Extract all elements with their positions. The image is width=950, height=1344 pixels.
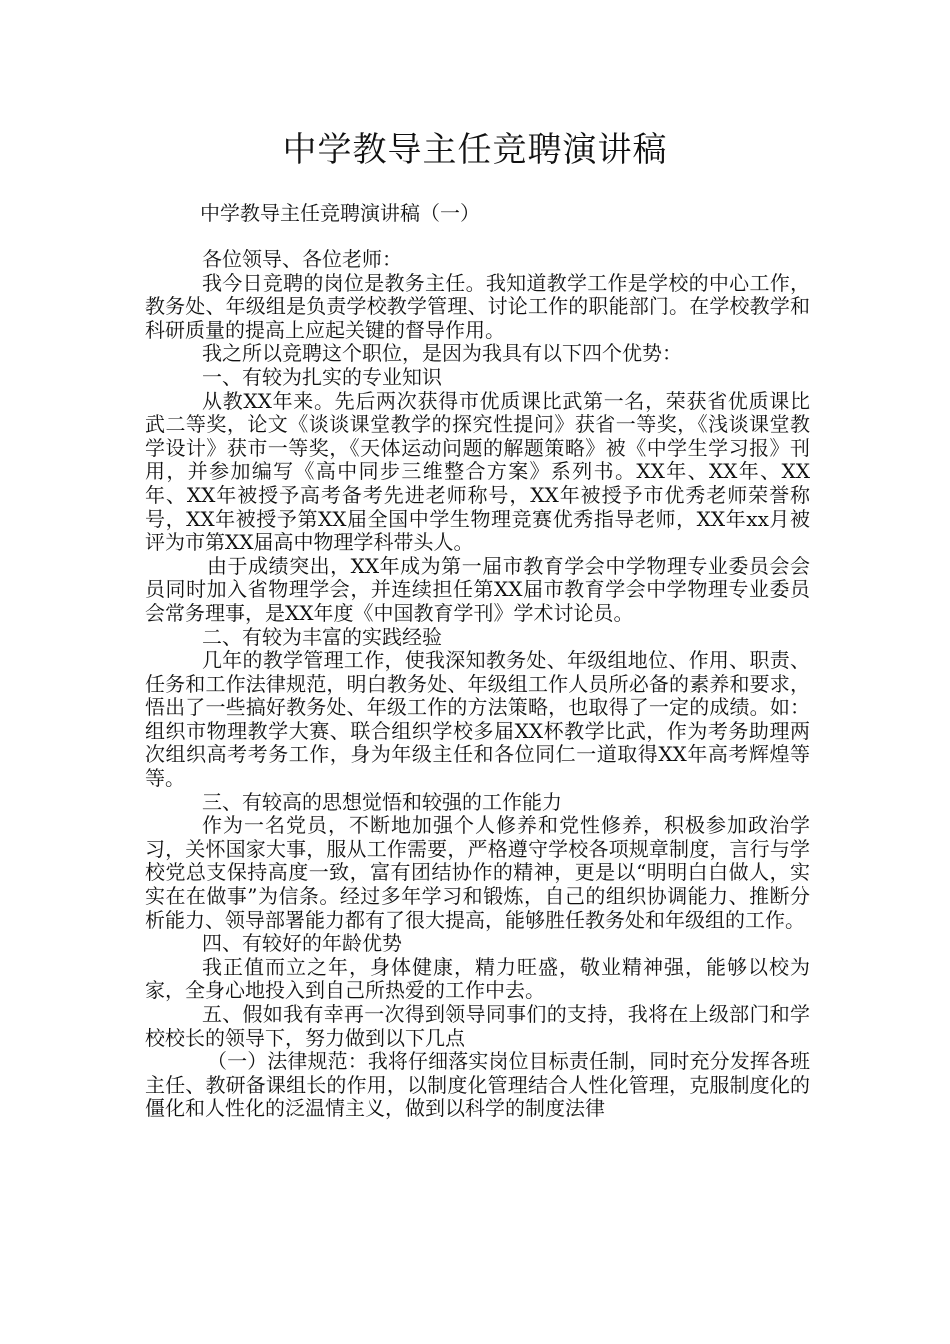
section-heading: 三、有较高的思想觉悟和较强的工作能力 (202, 789, 562, 814)
body-paragraph: （一）法律规范：我将仔细落实岗位目标责任制，同时充分发挥各班主任、教研备课组长的作用，以制度化管理结合人性化管理，克服制度化的僵化和人性化的泛温情主义，做到以科学的制度法律 (145, 1049, 810, 1121)
body-paragraph: 从教XX年来。先后两次获得市优质课比武第一名，荣获省优质课比武二等奖，论文《谈谈课堂教学的探究性提问》获省一等奖，《浅谈课堂教学设计》获市一等奖，《天体运动问题的解题策略》被《中学生学习报》刊用，并参加编写《高中同步三维整合方案》系列书。XX年、XX年、XX年、XX年被授予高考备考先进老师称号，XX年被授予市优秀老师荣誉称号，XX年被授予第XX届全国中学生物理竞赛优秀指导老师，XX年xx月被评为市第XX届高中物理学科带头人。 (145, 388, 810, 555)
greeting-paragraph: 各位领导、各位老师： (202, 247, 402, 271)
section-heading: 五、假如我有幸再一次得到领导同事们的支持，我将在上级部门和学校校长的领导下，努力做到以下几点 (145, 1002, 810, 1050)
section-heading: 一、有较为扎实的专业知识 (202, 364, 442, 389)
body-paragraph: 我之所以竞聘这个职位，是因为我具有以下四个优势： (202, 341, 682, 366)
body-paragraph: 我正值而立之年，身体健康，精力旺盛，敬业精神强，能够以校为家，全身心地投入到自己所热爱的工作中去。 (145, 954, 810, 1003)
body-paragraph: 由于成绩突出，XX年成为第一届市教育学会中学物理专业委员会会员同时加入省物理学会，并连续担任第XX届市教育学会中学物理专业委员会常务理事，是XX年度《中国教育学刊》学术讨论员。 (145, 553, 810, 625)
document-subtitle: 中学教导主任竞聘演讲稿（一） (200, 201, 480, 225)
document-body (145, 248, 810, 1121)
document-title: 中学教导主任竞聘演讲稿 (282, 130, 668, 170)
body-paragraph: 作为一名党员，不断地加强个人修养和党性修养，积极参加政治学习，关怀国家大事，服从工作需要，严格遵守学校各项规章制度，言行与学校党总支保持高度一致，富有团结协作的精神，更是以“明明白白做人，实实在在做事”为信条。经过多年学习和锻炼，自己的组织协调能力、推断分析能力、领导部署能力都有了很大提高，能够胜任教务处和年级组的工作。 (145, 813, 810, 932)
body-paragraph: 我今日竞聘的岗位是教务主任。我知道教学工作是学校的中心工作，教务处、年级组是负责学校教学管理、讨论工作的职能部门。在学校教学和科研质量的提高上应起关键的督导作用。 (145, 270, 810, 342)
body-paragraph: 几年的教学管理工作，使我深知教务处、年级组地位、作用、职责、任务和工作法律规范，明白教务处、年级组工作人员所必备的素养和要求，悟出了一些搞好教务处、年级工作的方法策略，也取得了一定的成绩。如：组织市物理教学大赛、联合组织学校多届XX杯教学比武，作为考务助理两次组织高考考务工作，身为年级主任和各位同仁一道取得XX年高考辉煌等等。 (145, 648, 810, 791)
section-heading: 二、有较为丰富的实践经验 (202, 624, 442, 649)
section-heading: 四、有较好的年龄优势 (202, 931, 402, 956)
